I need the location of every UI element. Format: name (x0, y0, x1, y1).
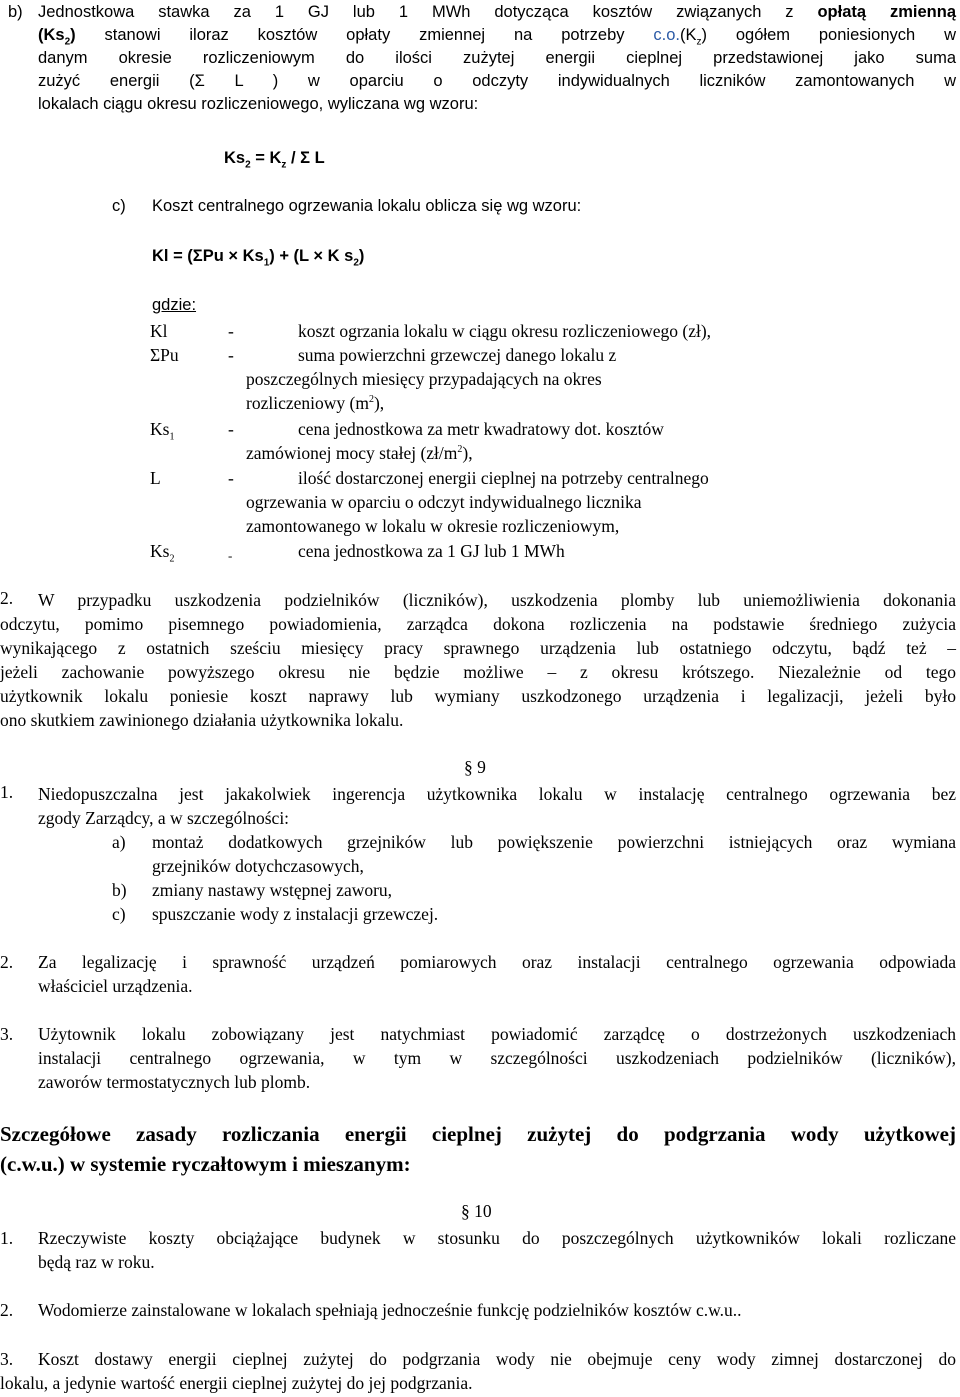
point-2-line-2: odczytu, pomimo pisemnego powiadomienia, zarządca dokona rozliczenia na podstawie średniego zużycia (0, 614, 956, 634)
section-b-label: b) (8, 3, 23, 21)
par10-point-2-num: 2. (0, 1300, 14, 1320)
section-b-text: stanowi iloraz kosztów opłaty zmiennej na potrzeby (75, 26, 654, 44)
par10-point-2-text: Wodomierze zainstalowane w lokalach spełniają jednocześnie funkcję podzielników kosztów c.w.u.. (38, 1300, 742, 1320)
co-link-text: c.o. (653, 26, 680, 44)
legend-desc-ks2: cena jednostkowa za 1 GJ lub 1 MWh (298, 541, 565, 561)
par10-point-3-line-1: Koszt dostawy energii cieplnej zużytej do podgrzania wody nie obejmuje ceny wody zimnej dostarczonej do (38, 1349, 956, 1369)
par10-point-1-line-2: będą raz w roku. (38, 1252, 155, 1272)
legend-symbol-spu: ΣPu (150, 345, 179, 365)
legend-dash: - (228, 321, 234, 341)
section-b-line-5: lokalach ciągu okresu rozliczeniowego, wyliczana wg wzoru: (38, 95, 479, 113)
point-2-line-5: użytkownik lokalu poniesie koszt naprawy lub wymiany uszkodzonego urządzenia i legalizacji, jeżeli było (0, 686, 956, 706)
legend-symbol-l: L (150, 468, 161, 488)
legend-dash: - (228, 345, 234, 365)
formula-ks2: $Ks_2 = K_z / \Sigma$ L (224, 149, 325, 171)
par9-item-a-line-1: montaż dodatkowych grzejników lub powiększenie powierzchni istniejących oraz wymiana (152, 832, 956, 852)
section-b-text: Jednostkowa stawka za 1 GJ lub 1 MWh dotycząca kosztów związanych z (38, 3, 818, 21)
section-c-label: c) (112, 197, 126, 215)
par9-point-1-line-1: Niedopuszczalna jest jakakolwiek ingerencja użytkownika lokalu w instalację centralnego ogrzewania bez (38, 784, 956, 804)
gdzie-label: gdzie: (152, 296, 197, 314)
par9-point-1-num: 1. (0, 782, 14, 802)
section-c-text: Koszt centralnego ogrzewania lokalu oblicza się wg wzoru: (152, 197, 582, 215)
formula-kl: $Kl = (\Sigma Pu \times Ks_1) + (L \times K$ $s_2$) (152, 247, 365, 269)
par9-point-3-num: 3. (0, 1024, 14, 1044)
par9-point-3-line-3: zaworów termostatycznych lub plomb. (38, 1072, 311, 1092)
section-b-line-4: zużyć energii (Σ L ) w oparciu o odczyty indywidualnych liczników zamontowanych w (38, 72, 956, 90)
section-heading-line-1: Szczegółowe zasady rozliczania energii cieplnej zużytej do podgrzania wody użytkowej (0, 1122, 956, 1146)
legend-dash: - (228, 548, 233, 563)
legend-dash: - (228, 419, 234, 439)
legend-symbol-ks2: $Ks_2$ (150, 541, 175, 565)
par9-point-2-line-2: właściciel urządzenia. (38, 976, 193, 996)
par9-point-2-line-1: Za legalizację i sprawność urządzeń pomiarowych oraz instalacji centralnego ogrzewania odpowiada (38, 952, 956, 972)
section-b-line-2 (38, 25, 956, 48)
point-2-line-1: W przypadku uszkodzenia podzielników (liczników), uszkodzenia plomby lub uniemożliwienia dokonania (38, 590, 956, 610)
legend-desc-l-3: zamontowanego w lokalu w okresie rozliczeniowym, (246, 516, 620, 536)
section-b-line-3: danym okresie rozliczeniowym do ilości zużytej energii cieplnej przedstawionej jako suma (38, 49, 956, 67)
par9-point-1-line-2: zgody Zarządcy, a w szczególności: (38, 808, 290, 828)
par9-point-3-line-2: instalacji centralnego ogrzewania, w tym w szczególności uszkodzeniach podzielników (liczników), (38, 1048, 956, 1068)
legend-symbol-ks1: $Ks_1$ (150, 419, 175, 443)
par10-point-1-num: 1. (0, 1228, 14, 1248)
legend-desc-ks1-1: cena jednostkowa za metr kwadratowy dot. kosztów (298, 419, 664, 439)
legend-desc-l-1: ilość dostarczonej energii cieplnej na potrzeby centralnego (298, 468, 709, 488)
legend-desc-kl: koszt ogrzania lokalu w ciągu okresu rozliczeniowego (zł), (298, 321, 712, 341)
section-heading-line-2: (c.w.u.) w systemie ryczałtowym i mieszanym: (0, 1152, 411, 1176)
par10-point-1-line-1: Rzeczywiste koszty obciążające budynek w stosunku do poszczególnych użytkowników lokali rozliczane (38, 1228, 956, 1248)
point-2-line-4: jeżeli zachowanie powyższego okresu nie będzie możliwe – z okresu krótszego. Niezależnie od tego (0, 662, 956, 682)
par9-item-b-text: zmiany nastawy wstępnej zaworu, (152, 880, 393, 900)
par10-point-3-line-2: lokalu, a jedynie wartość energii cieplnej zużytej do jej podgrzania. (0, 1373, 473, 1393)
point-2-line-6: ono skutkiem zawinionego działania użytkownika lokalu. (0, 710, 404, 730)
par9-item-a-label: a) (112, 832, 126, 852)
legend-desc-ks1-2: zamówionej mocy stałej $(zł/m^2)$, (246, 443, 473, 463)
ks2-symbol: $(Ks_2)$ (38, 26, 76, 48)
par9-point-2-num: 2. (0, 952, 14, 972)
section-b-text: ) ogółem poniesionych w (701, 26, 956, 44)
par9-point-3-line-1: Użytownik lokalu zobowiązany jest natychmiast powiadomić zarządcę o dostrzeżonych uszkodzeniach (38, 1024, 956, 1044)
kz-symbol: ($K_z$ (680, 26, 702, 48)
section-b-bold: opłatą zmienną (817, 3, 956, 21)
par9-item-a-line-2: grzejników dotychczasowych, (152, 856, 364, 876)
legend-desc-spu-1: suma powierzchni grzewczej danego lokalu z (298, 345, 617, 365)
point-2-line-3: wynikającego z ostatnich sześciu miesięcy pracy sprawnego urządzenia lub ostatniego odczytu, bądź też – (0, 638, 956, 658)
legend-symbol-kl: Kl (150, 321, 168, 341)
paragraph-10-heading: § 10 (461, 1201, 492, 1221)
par9-item-b-label: b) (112, 880, 127, 900)
par10-point-3-num: 3. (0, 1349, 14, 1369)
par9-item-c-label: c) (112, 904, 126, 924)
legend-desc-l-2: ogrzewania w oparciu o odczyt indywidualnego licznika (246, 492, 642, 512)
point-2-num: 2. (0, 588, 14, 608)
legend-desc-spu-2: poszczególnych miesięcy przypadających na okres (246, 369, 602, 389)
paragraph-9-heading: § 9 (464, 757, 486, 777)
par9-item-c-text: spuszczanie wody z instalacji grzewczej. (152, 904, 439, 924)
legend-desc-spu-3: rozliczeniowy $(m^2)$, (246, 393, 385, 413)
legend-dash: - (228, 468, 234, 488)
section-b-line-1 (38, 2, 956, 22)
